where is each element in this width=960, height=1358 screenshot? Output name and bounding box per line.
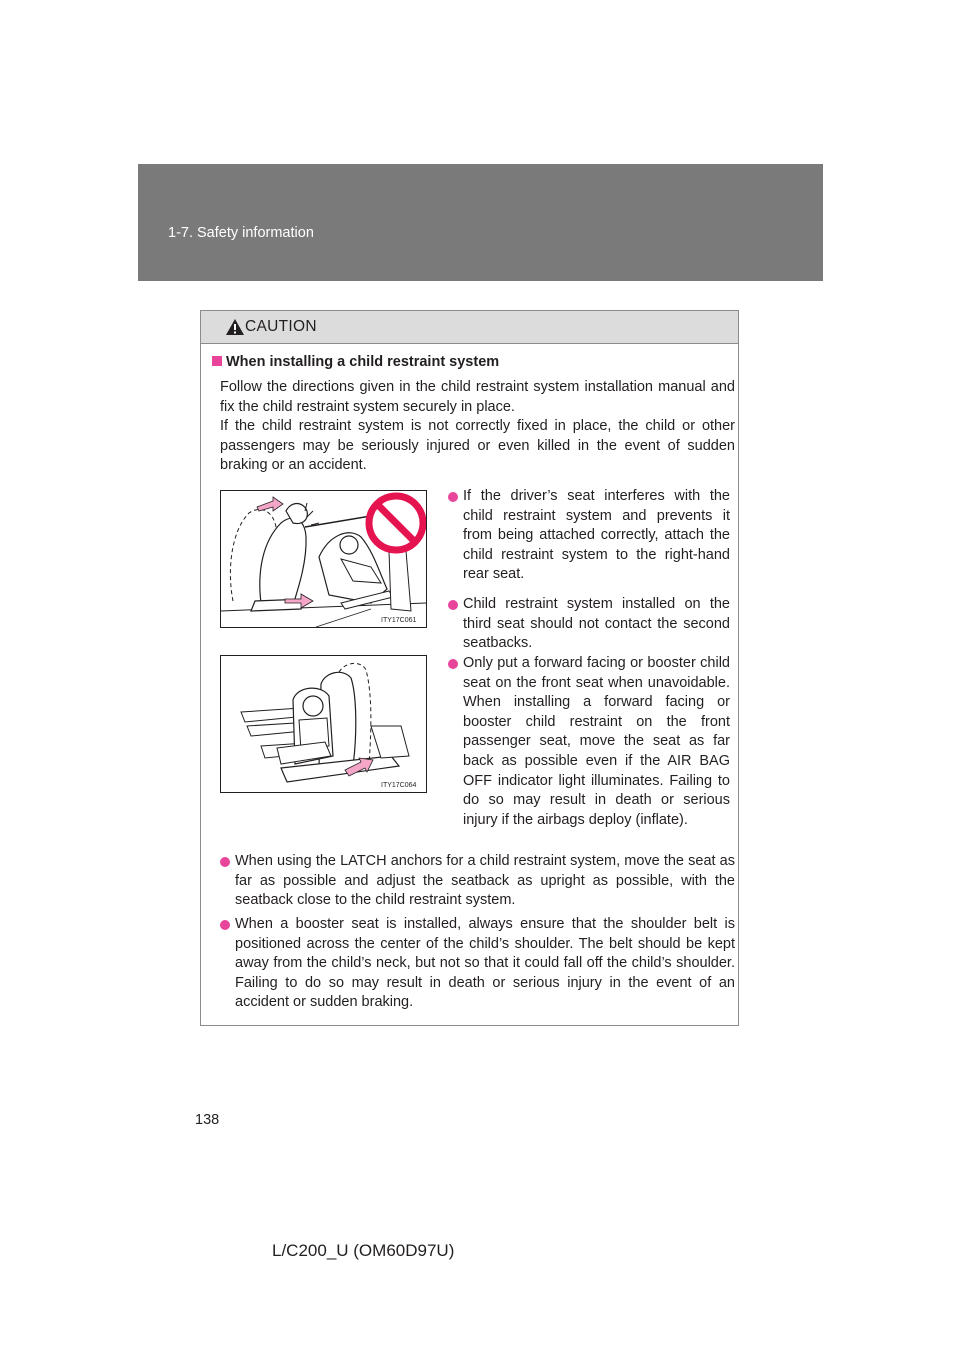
page-header (138, 164, 823, 281)
caution-heading: When installing a child restraint system (212, 354, 499, 370)
paragraph: Follow the directions given in the child restraint system installation manual and fix the child restraint system securely in place. (220, 379, 735, 415)
seat-interference-illustration (221, 491, 426, 627)
list-item: When a booster seat is installed, always ensure that the shoulder belt is positioned across the center of the child’s shoulder. The belt should be kept away from the child’s neck, but not so that it could fall off the child’s shoulder. Failing to do so may result in death or serious injury in the event of an accident or sudden braking. (220, 915, 735, 1013)
caution-box (200, 310, 739, 1026)
square-bullet-icon (212, 356, 222, 366)
figure-code: ITY17C064 (381, 782, 417, 789)
caution-label: CAUTION (245, 318, 317, 335)
document-code: L/C200_U (OM60D97U) (272, 1241, 455, 1260)
list-item: If the driver’s seat interferes with the child restraint system and prevents it from being attached correctly, attach the child restraint system to the right-hand rear seat. (448, 487, 730, 585)
list-item: When using the LATCH anchors for a child restraint system, move the seat as far as possible and adjust the seatback as upright as possible, with the seatback close to the child restraint system. (220, 852, 735, 911)
list-item: Child restraint system installed on the third seat should not contact the second seatbacks. (448, 595, 730, 654)
bullet-icon (220, 857, 230, 867)
prohibited-icon (369, 496, 423, 550)
figure-seat-interference (220, 490, 427, 628)
bullet-icon (448, 492, 458, 502)
caution-header (201, 311, 738, 344)
section-title: 1-7. Safety information (168, 225, 314, 241)
figure-forward-seat (220, 655, 427, 793)
bullet-icon (448, 659, 458, 669)
bullet-icon (448, 600, 458, 610)
page-number: 138 (195, 1112, 220, 1128)
warning-icon (225, 318, 245, 336)
figure-code: ITY17C061 (381, 617, 417, 624)
bullet-icon (220, 920, 230, 930)
forward-seat-illustration (221, 656, 426, 792)
paragraph: If the child restraint system is not correctly fixed in place, the child or other passengers may be seriously injured or even killed in the event of sudden braking or an accident. (220, 418, 735, 474)
list-item: Only put a forward facing or booster child seat on the front seat when unavoidable. When installing a forward facing or booster child restraint on the front passenger seat, move the seat as far back as possible even if the AIR BAG OFF indicator light illuminates. Failing to do so may result in death or serious injury if the airbags deploy (inflate). (448, 654, 730, 830)
